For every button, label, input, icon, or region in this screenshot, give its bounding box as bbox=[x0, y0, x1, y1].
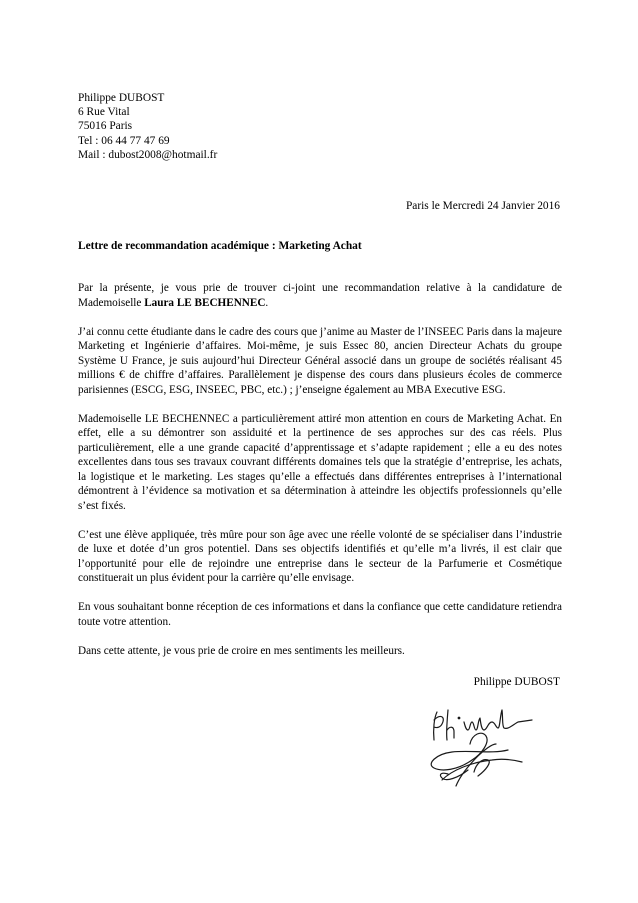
paragraph-evaluation: Mademoiselle LE BECHENNEC a particulièrement attiré mon attention en cours de Marketing Achat. En effet, elle a su démontrer son assiduité et la pertinence de ses approches sur des cas réels. Plus particulièrement, elle a une grande capacité d’apprentissage et s’adapte rapidement ; elle a eu des notes excellentes dans tous ses travaux couvrant différents domaines tels que la stratégie d’entreprise, les achats, la logistique et le marketing. Les stages qu’elle a effectués dans différentes entreprises à l’international démontrent à l’évidence sa motivation et sa détermination à atteindre les objectifs professionnels qu’elle s’est fixés. bbox=[78, 412, 562, 512]
sender-name: Philippe DUBOST bbox=[78, 92, 165, 104]
paragraph-intro bbox=[78, 281, 562, 310]
paragraph-potential: C’est une élève appliquée, très mûre pour son âge avec une réelle volonté de se spécialiser dans l’industrie de luxe et dotée d’un gros potentiel. Dans ses objectifs identifiés et qu’elle m’a livrés, il est clair que l’opportunité pour elle de rejoindre une entreprise dans le secteur de la Parfumerie et Cosmétique constituerait un plus évident pour la carrière qu’elle envisage. bbox=[78, 528, 562, 584]
letter-subject: Lettre de recommandation académique : Marketing Achat bbox=[78, 240, 362, 252]
sender-street: 6 Rue Vital bbox=[78, 106, 130, 119]
handwritten-signature-icon bbox=[412, 700, 552, 790]
intro-text: Par la présente, je vous prie de trouver ci-joint une recommandation relative à la candidature de Mademoiselle bbox=[78, 282, 562, 309]
sender-address-block bbox=[78, 91, 217, 162]
paragraph-closing: En vous souhaitant bonne réception de ces informations et dans la confiance que cette candidature retiendra toute votre attention. bbox=[78, 601, 562, 628]
intro-end: . bbox=[265, 296, 269, 309]
letter-date: Paris le Mercredi 24 Janvier 2016 bbox=[405, 200, 560, 212]
sender-phone: Tel : 06 44 77 47 69 bbox=[78, 134, 170, 147]
sender-mail: Mail : dubost2008@hotmail.fr bbox=[78, 148, 218, 161]
letter-body bbox=[78, 281, 562, 658]
candidate-name: Laura LE BECHENNEC bbox=[144, 296, 266, 309]
sender-city: 75016 Paris bbox=[78, 120, 133, 133]
paragraph-salutation: Dans cette attente, je vous prie de croire en mes sentiments les meilleurs. bbox=[78, 644, 405, 657]
signature-name: Philippe DUBOST bbox=[473, 676, 560, 688]
paragraph-author: J’ai connu cette étudiante dans le cadre des cours que j’anime au Master de l’INSEEC Paris dans la majeure Marketing et Ingénierie d’affaires. Moi-même, je suis Essec 80, ancien Directeur Achats du groupe Système U France, je suis aujourd’hui Directeur Général associé dans un groupe de sociétés réalisant 45 millions € de chiffre d’affaires. Parallèlement je dispense des cours dans plusieurs écoles de commerce parisiennes (ESCG, ESG, INSEEC, PBC, etc.) ; j’enseigne également au MBA Executive ESG. bbox=[78, 325, 562, 396]
